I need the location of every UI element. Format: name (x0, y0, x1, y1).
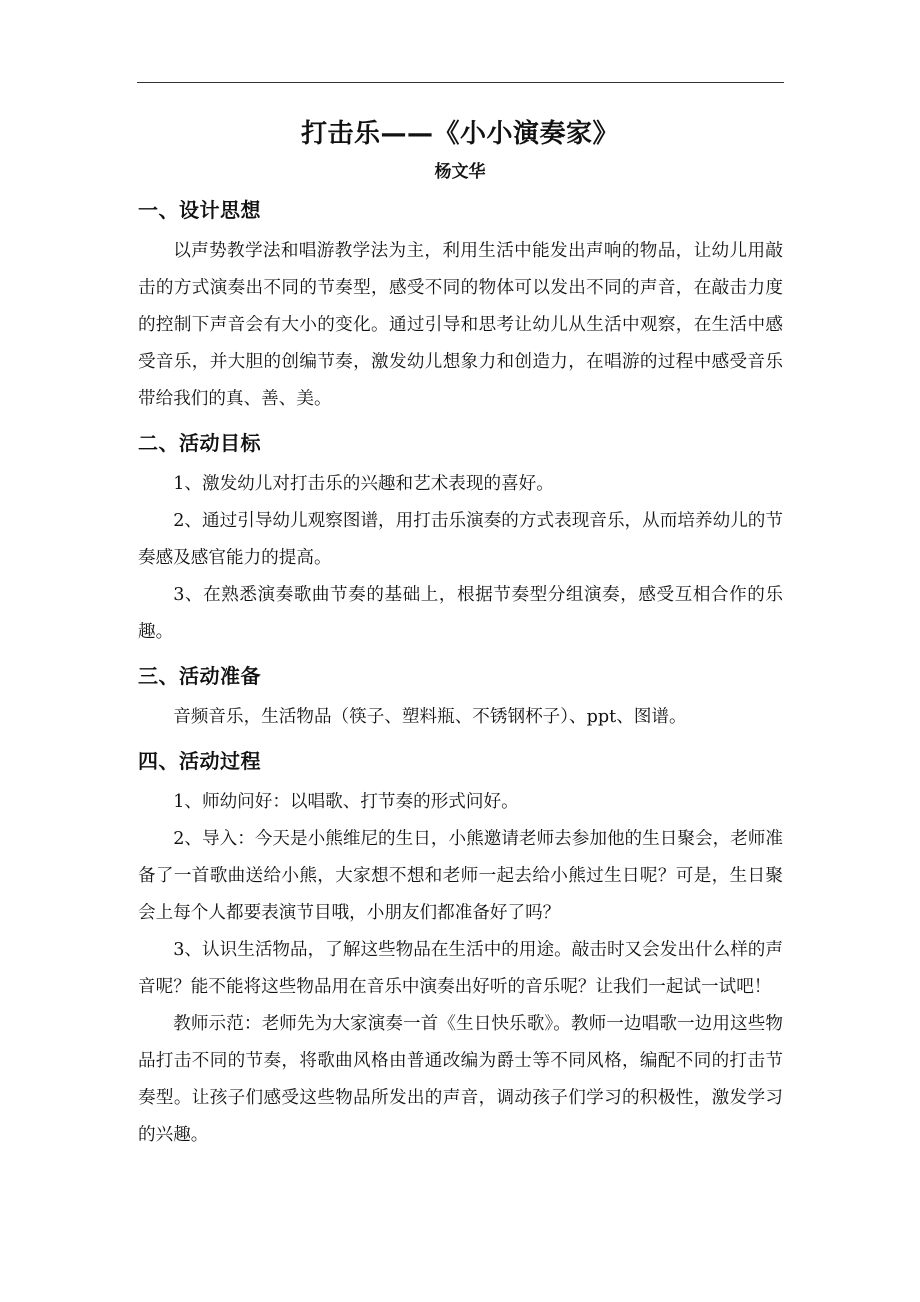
paragraph: 3、认识生活物品，了解这些物品在生活中的用途。敲击时又会发出什么样的声音呢？能不能将这些物品用在音乐中演奏出好听的音乐呢？让我们一起试一试吧！ (138, 940, 783, 997)
paragraph: 教师示范：老师先为大家演奏一首《生日快乐歌》。教师一边唱歌一边用这些物品打击不同的节奏，将歌曲风格由普通改编为爵士等不同风格，编配不同的打击节奏型。让孩子们感受这些物品所发出的声音，调动孩子们学习的积极性，激发学习的兴趣。 (138, 1014, 783, 1145)
section-heading: 三、活动准备 (138, 664, 261, 688)
paragraph: 1、激发幼儿对打击乐的兴趣和艺术表现的喜好。 (173, 474, 554, 494)
paragraph: 以声势教学法和唱游教学法为主，利用生活中能发出声响的物品，让幼儿用敲击的方式演奏出不同的节奏型，感受不同的物体可以发出不同的声音，在敲击力度的控制下声音会有大小的变化。通过引导和思考让幼儿从生活中观察，在生活中感受音乐，并大胆的创编节奏，激发幼儿想象力和创造力，在唱游的过程中感受音乐带给我们的真、善、美。 (138, 241, 783, 409)
author-name: 杨文华 (434, 162, 486, 182)
paragraph: 1、师幼问好：以唱歌、打节奏的形式问好。 (173, 792, 519, 812)
section-heading: 一、设计思想 (138, 198, 261, 222)
document-body (138, 193, 783, 1154)
section-heading: 四、活动过程 (138, 749, 261, 773)
paragraph: 音频音乐，生活物品（筷子、塑料瓶、不锈钢杯子）、ppt、图谱。 (173, 707, 687, 727)
paragraph: 2、导入：今天是小熊维尼的生日，小熊邀请老师去参加他的生日聚会，老师准备了一首歌曲送给小熊，大家想不想和老师一起去给小熊过生日呢？可是，生日聚会上每个人都要表演节目哦，小朋友们都准备好了吗？ (138, 829, 783, 923)
paragraph: 2、通过引导幼儿观察图谱，用打击乐演奏的方式表现音乐，从而培养幼儿的节奏感及感官能力的提高。 (138, 511, 783, 568)
section-heading: 二、活动目标 (138, 431, 261, 455)
paragraph: 3、在熟悉演奏歌曲节奏的基础上，根据节奏型分组演奏，感受互相合作的乐趣。 (138, 585, 783, 642)
document-title: 打击乐——《小小演奏家》 (300, 119, 619, 149)
header-rule (137, 82, 784, 83)
